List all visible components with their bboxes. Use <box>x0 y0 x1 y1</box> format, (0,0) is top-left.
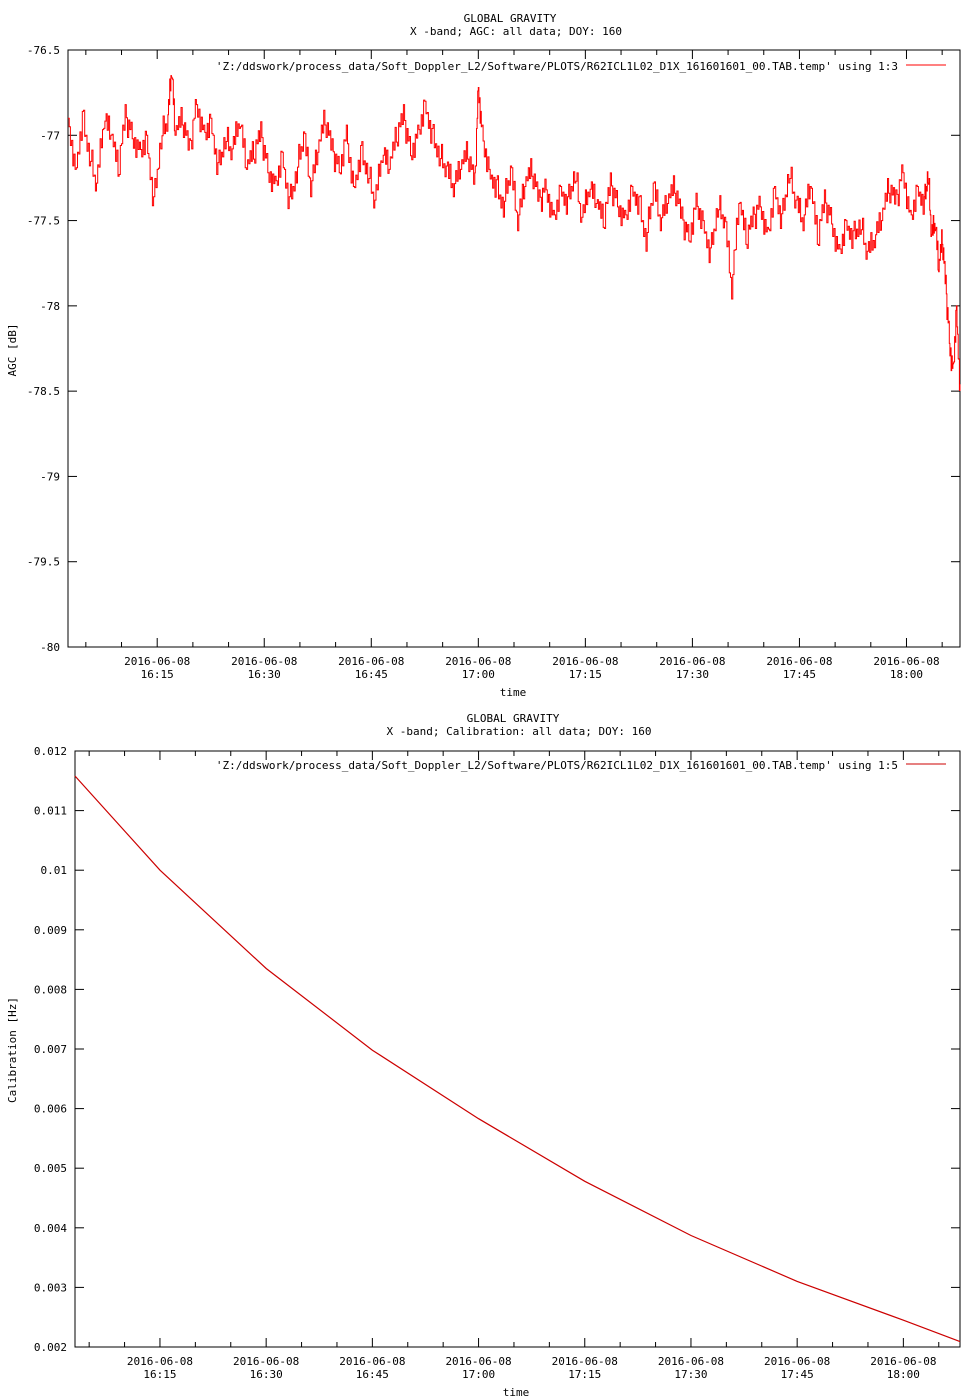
agc-chart-title: GLOBAL GRAVITY <box>463 12 557 25</box>
calibration-x-axis-label: time <box>502 1386 530 1399</box>
x-tick-label-time: 18:00 <box>886 1368 920 1381</box>
y-tick-label: 0.005 <box>33 1162 67 1176</box>
y-tick-label: 0.003 <box>33 1281 67 1295</box>
x-tick-label-time: 17:00 <box>461 1368 496 1381</box>
y-tick-label: -78.5 <box>26 385 60 399</box>
x-tick-label-date: 2016-06-08 <box>126 1355 194 1368</box>
agc-plot-frame <box>68 50 960 647</box>
calibration-series-line <box>75 776 960 1342</box>
calibration-x-minor-ticks <box>89 751 939 1347</box>
agc-legend <box>216 60 946 73</box>
y-tick-label: -77.5 <box>26 214 60 228</box>
agc-legend-label: 'Z:/ddswork/process_data/Soft_Doppler_L2/Software/PLOTS/R62ICL1L02_D1X_161601601_00.TAB.temp' using 1:3 <box>215 60 898 73</box>
x-tick-label-date: 2016-06-08 <box>233 1355 300 1368</box>
y-tick-label: 0.004 <box>33 1221 67 1235</box>
x-tick-label-date: 2016-06-08 <box>124 655 191 668</box>
y-tick-label: 0.008 <box>33 983 67 997</box>
y-tick-label: -79.5 <box>26 555 60 569</box>
x-tick-label-time: 17:45 <box>780 1368 814 1381</box>
y-tick-label: -77 <box>40 129 60 143</box>
agc-chart <box>6 12 960 699</box>
agc-y-axis-label: AGC [dB] <box>6 323 19 377</box>
calibration-plot-frame <box>75 751 960 1347</box>
x-tick-label-date: 2016-06-08 <box>870 1355 937 1368</box>
y-tick-label: -79 <box>40 470 60 484</box>
calibration-x-ticks <box>127 751 937 1381</box>
x-tick-label-time: 16:30 <box>247 668 281 681</box>
y-tick-label: -76.5 <box>26 44 60 57</box>
agc-chart-subtitle: X -band; AGC: all data; DOY: 160 <box>410 25 622 38</box>
y-tick-label: 0.006 <box>33 1102 67 1116</box>
y-tick-label: 0.002 <box>33 1341 67 1354</box>
x-tick-label-date: 2016-06-08 <box>659 655 726 668</box>
x-tick-label-date: 2016-06-08 <box>551 1355 618 1368</box>
x-tick-label-time: 17:15 <box>568 668 602 681</box>
calibration-legend <box>216 759 946 772</box>
y-tick-label: 0.011 <box>33 804 67 818</box>
agc-x-ticks <box>124 50 940 681</box>
calibration-chart-subtitle: X -band; Calibration: all data; DOY: 160 <box>386 725 652 738</box>
x-tick-label-time: 16:45 <box>355 1368 389 1381</box>
x-tick-label-date: 2016-06-08 <box>552 655 619 668</box>
x-tick-label-time: 16:30 <box>249 1368 283 1381</box>
x-tick-label-time: 17:30 <box>674 1368 708 1381</box>
x-tick-label-time: 18:00 <box>889 668 924 681</box>
x-tick-label-date: 2016-06-08 <box>873 655 940 668</box>
agc-y-ticks <box>27 44 960 654</box>
calibration-chart-title: GLOBAL GRAVITY <box>466 712 560 725</box>
y-tick-label: 0.012 <box>33 745 67 758</box>
calibration-y-ticks <box>34 745 960 1354</box>
y-tick-label: -80 <box>40 641 60 654</box>
x-tick-label-time: 17:15 <box>568 1368 602 1381</box>
x-tick-label-time: 16:15 <box>140 668 174 681</box>
agc-series-line <box>68 76 960 391</box>
x-tick-label-date: 2016-06-08 <box>766 655 833 668</box>
y-tick-label: 0.01 <box>40 864 67 878</box>
x-tick-label-date: 2016-06-08 <box>231 655 298 668</box>
calibration-legend-label: 'Z:/ddswork/process_data/Soft_Doppler_L2/Software/PLOTS/R62ICL1L02_D1X_161601601_00.TAB.temp' using 1:5 <box>215 759 898 772</box>
x-tick-label-time: 17:00 <box>461 668 495 681</box>
x-tick-label-time: 17:45 <box>782 668 817 681</box>
calibration-y-axis-label: Calibration [Hz] <box>6 997 19 1103</box>
x-tick-label-date: 2016-06-08 <box>657 1355 725 1368</box>
x-tick-label-date: 2016-06-08 <box>445 1355 512 1368</box>
y-tick-label: 0.007 <box>33 1043 67 1056</box>
x-tick-label-date: 2016-06-08 <box>764 1355 831 1368</box>
x-tick-label-time: 16:45 <box>354 668 388 681</box>
y-tick-label: -78 <box>40 299 60 313</box>
x-tick-label-date: 2016-06-08 <box>338 655 405 668</box>
x-tick-label-time: 17:30 <box>675 668 709 681</box>
x-tick-label-time: 16:15 <box>143 1368 177 1381</box>
agc-x-axis-label: time <box>499 686 527 699</box>
y-tick-label: 0.009 <box>33 923 67 937</box>
x-tick-label-date: 2016-06-08 <box>445 655 512 668</box>
x-tick-label-date: 2016-06-08 <box>339 1355 406 1368</box>
calibration-chart <box>6 712 960 1399</box>
